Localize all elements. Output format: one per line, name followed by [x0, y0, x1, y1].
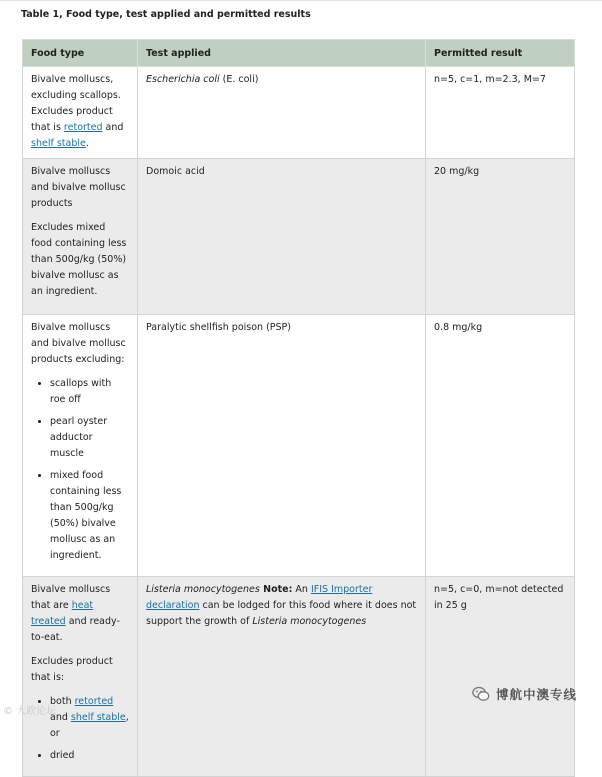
test-applied-cell: Paralytic shellfish poison (PSP) — [138, 315, 426, 577]
test-applied-cell: Domoic acid — [138, 159, 426, 315]
list-item: • mixed food containing less than 500g/kg (50%) bivalve mollusc as an ingredient. — [50, 468, 129, 564]
food-type-cell: Bivalve molluscs and bivalve mollusc products excluding: • scallops with roe off • pearl oyster adductor muscle • mixed food containing less than 500g/kg (50%) bivalve mollusc as an ingredient. — [23, 315, 138, 577]
heat-treated-link[interactable]: heat treated — [31, 600, 94, 627]
food-type-cell: Bivalve molluscs that are heat treated and ready-to-eat. Excludes product that is: • both retorted and shelf stable, or • dried — [23, 577, 138, 777]
test-applied-cell: Escherichia coli (E. coli) — [138, 67, 426, 159]
permitted-result-cell: 20 mg/kg — [426, 159, 575, 315]
watermark-left: © 大欧论坛 — [3, 706, 57, 717]
exclusion-list — [31, 376, 129, 564]
permitted-result-cell: 0.8 mg/kg — [426, 315, 575, 577]
table-header-row — [23, 40, 575, 67]
food-type-cell: Bivalve molluscs, excluding scallops. Excludes product that is retorted and shelf stable. — [23, 67, 138, 159]
permitted-result-cell: n=5, c=0, m=not detected in 25 g — [426, 577, 575, 777]
watermark-text: 博航中澳专线 — [496, 687, 578, 702]
table-row — [23, 159, 575, 315]
header-food-type: Food type — [23, 40, 138, 67]
header-permitted-result: Permitted result — [426, 40, 575, 67]
list-item: • dried — [50, 748, 129, 764]
wechat-icon — [472, 686, 490, 702]
ifis-importer-declaration-link[interactable]: IFIS Importer declaration — [146, 584, 373, 611]
list-item: • pearl oyster adductor muscle — [50, 414, 129, 462]
shelf-stable-link[interactable]: shelf stable — [70, 712, 126, 723]
list-item: • scallops with roe off — [50, 376, 129, 408]
list-item: • both retorted and shelf stable, or — [50, 694, 129, 742]
permitted-result-cell: n=5, c=1, m=2.3, M=7 — [426, 67, 575, 159]
test-applied-cell: Listeria monocytogenes Note: An IFIS Importer declaration can be lodged for this food where it does not support the growth of Listeria monocytogenes — [138, 577, 426, 777]
shelf-stable-link[interactable]: shelf stable — [31, 138, 86, 149]
retorted-link[interactable]: retorted — [63, 122, 103, 133]
results-table — [22, 39, 578, 777]
header-test-applied: Test applied — [138, 40, 426, 67]
food-type-cell: Bivalve molluscs and bivalve mollusc products Excludes mixed food containing less than 500g/kg (50%) bivalve mollusc as an ingredient. — [23, 159, 138, 315]
top-divider — [0, 0, 602, 1]
retorted-link[interactable]: retorted — [74, 696, 114, 707]
table-row — [23, 577, 575, 777]
watermark-right — [472, 682, 577, 706]
table-row — [23, 67, 575, 159]
table-row — [23, 315, 575, 577]
results-table-container — [22, 39, 574, 761]
table-caption: Table 1, Food type, test applied and permitted results — [21, 9, 311, 20]
